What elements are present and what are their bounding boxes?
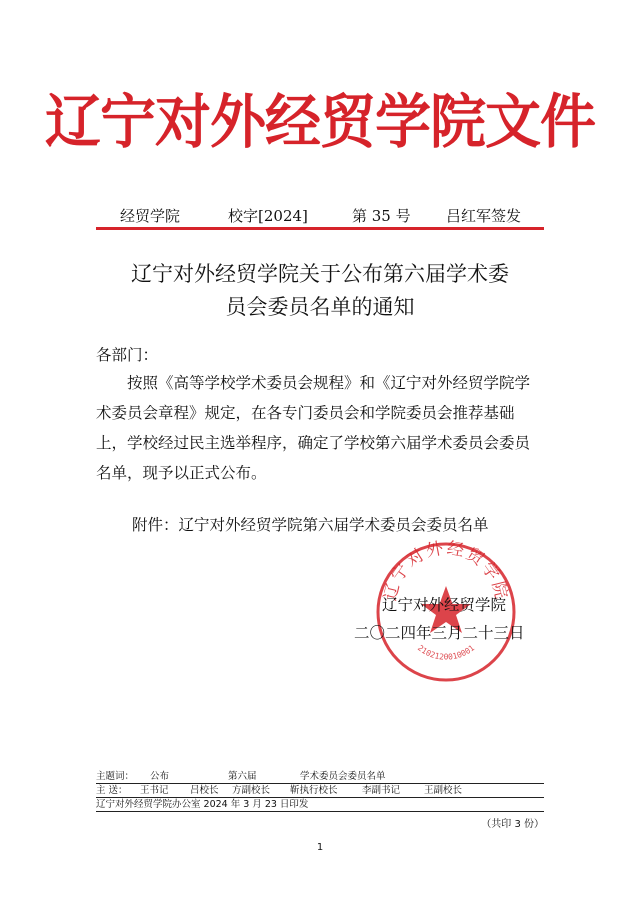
recipient-2: 吕校长: [190, 785, 219, 796]
body-paragraph: 按照《高等学校学术委员会规程》和《辽宁对外经贸学院学术委员会章程》规定，在各专门委员会和学院委员会推荐基础上，学校经过民主选举程序，确定了学校第六届学术委员会委员名单，现予以正式公布。: [96, 374, 531, 482]
footer-rule-top: [96, 783, 544, 784]
footer-rule-mid: [96, 797, 544, 798]
attachment-line: 附件：辽宁对外经贸学院第六届学术委员会委员名单: [132, 516, 489, 534]
notice-title-line2: 员会委员名单的通知: [225, 295, 415, 319]
keyword-2: 第六届: [228, 771, 257, 782]
recipient-4: 靳执行校长: [290, 785, 338, 796]
recipient-5: 李副书记: [362, 785, 401, 796]
issuer-label: 经贸学院: [120, 207, 181, 225]
recipient-6: 王副校长: [424, 785, 463, 796]
seal-arc-text: 辽宁对外经贸学院: [380, 538, 512, 603]
notice-title: [96, 258, 544, 324]
printed-by: 辽宁对外经贸学院办公室 2024 年 3 月 23 日印发: [96, 799, 309, 810]
keywords-label: 主题词：: [96, 771, 135, 782]
seal-serial: 2102120010001: [415, 643, 477, 662]
doc-code: 校字[2024]: [228, 207, 308, 225]
signing-date: 二〇二四年三月二十三日: [354, 624, 525, 642]
salutation: 各部门：: [96, 346, 159, 364]
notice-title-line1: 辽宁对外经贸学院关于公布第六届学术委: [131, 262, 509, 286]
signer-label: 吕红军签发: [446, 207, 522, 225]
signing-organization: 辽宁对外经贸学院: [382, 596, 507, 614]
doc-number: 第 35 号: [352, 207, 411, 225]
keyword-3: 学术委员会委员名单: [300, 771, 386, 782]
copies-count: （共印 3 份）: [481, 819, 544, 830]
send-label: 主 送：: [96, 785, 128, 796]
keyword-1: 公布: [150, 771, 170, 782]
document-masthead: 辽宁对外经贸学院文件: [45, 87, 595, 157]
recipient-3: 方副校长: [232, 785, 271, 796]
footer-rule-bottom: [96, 811, 544, 812]
recipient-1: 王书记: [140, 785, 169, 796]
red-divider: [96, 227, 544, 230]
page-number: 1: [316, 842, 324, 853]
